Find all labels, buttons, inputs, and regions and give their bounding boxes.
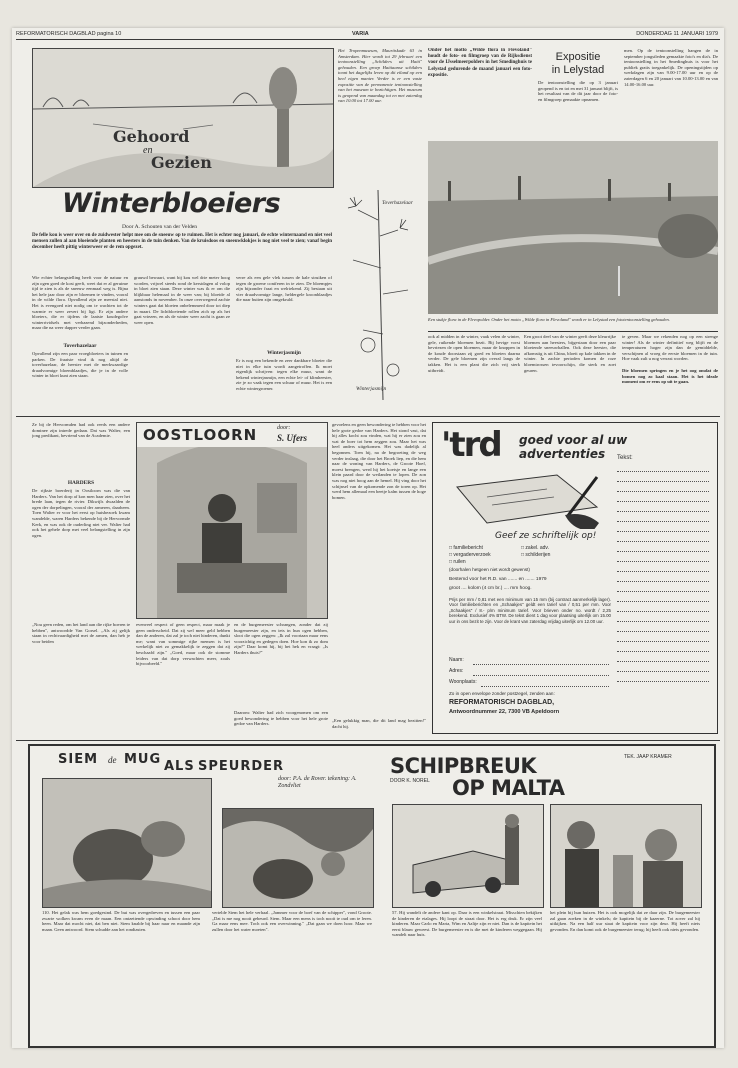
comic2-panel-1-drawing: [393, 805, 543, 907]
ad-subhead: Geef ze schriftelijk op!: [495, 531, 597, 541]
ad-text-line-8[interactable]: [617, 541, 709, 542]
strip-title-gehoord: Gehoord: [113, 127, 190, 146]
article-title: Winterbloeiers: [62, 188, 281, 219]
ad-checkbox-3-label: ruilen: [453, 559, 466, 565]
comic2-title-op-malta: OP MALTA: [452, 776, 565, 800]
flevo-photo-scene: [428, 141, 718, 314]
ad-field-address: Adres:: [449, 668, 464, 674]
nature-col-1: Wie echter belangstelling heeft voor de natuur en zijn ogen goed de kost geeft, weet dat er al geruime tijd te zien is als de sneeuw eenmaal weg is. Bijna het hele jaar door zijn er bloemen te vinden, vooral in de wilde flora. Opvallend zijn ze meestal niet. Het is evengoed niet nodig om te wachten tot de warmte er weer zevert bij ligt. Er zijn andere bloeiers, die er tijdens de laatste koudegolve winterrividsels met verbazend bijzonderheden, maar die na weer dapper verder gaan.: [32, 275, 128, 331]
ad-text-line-5[interactable]: [617, 511, 709, 512]
nature-col-2: grauwd bewaart, want bij kou wel drie meter hoog worden, vrijwel steeds rond de kerstdagen al volop in bloei zien staan. Deze winter was ik er om die blijkbaar helemaal in de weer van; bij bloeide al aanstonds in november. In onze overwegend zachte winters gaat dat bloeien onbelemmerd door tot diep in maart. De lichtbloeiende rollen zich op als het gaat vriezen, en als de winter weer zacht is gaan ze weer open.: [134, 275, 230, 325]
comic2-panel-2: [550, 804, 702, 908]
sketch-label-winterjasmijn: Winterjasmijn: [356, 386, 387, 392]
ad-writing-illustration: [447, 467, 607, 529]
ad-price-text: Prijs per mm / 0,81 met een minimum van 15 mm (bij contract aanmerkelijk lager). Voor familieberichten en „Schaakjes" geldt een tarief van / 0,51 per mm. Voor „Schaakjes" / 8.- p/m minimum tarief. Voor brieven onder no. wordt / 2,25 berekend. Exclusief 4% BTW. De tekst dient 1 dag voor plaatsing uiterlijk om 15.00 uur in ons bezit te zijn. Voor de krant van zaterdag vrijdag uiterlijk om 12.00 uur.: [449, 597, 611, 624]
expo-title-2: in Lelystad: [551, 64, 605, 76]
ad-company: REFORMATORISCH DAGBLAD,: [449, 699, 555, 706]
flevopolder-photo: [428, 141, 718, 314]
ad-checkbox-4[interactable]: □ zakel. adv.: [521, 545, 549, 551]
nature-col-6: te geven. Maar we rekenden nog op een strenge winter! Als de winter definitief weg blijft en de temperaturen hoger zijn dan de gemiddelde, verschijnen al vroeg de eerste bloemen in de tuin. Hoe vaak zult u nog verrast worden.: [622, 334, 718, 362]
nature-col-1b: Opvallend zijn een paar vroegbloeiers in tuinen en parken. De fraaiste vind ik nog altijd de toverhazelaar, de heester met de merkwaardige draadvormige bloemblaadjes, die je in de volle winter in bloei kunt zien staan.: [32, 351, 128, 379]
comic2-title-schipbreuk: SCHIPBREUK: [390, 754, 537, 778]
comic1-panel-2-drawing: [223, 809, 373, 907]
ad-text-line-10[interactable]: [617, 561, 709, 562]
oostloorn-illustration: [136, 422, 328, 619]
photo-caption-rule: [428, 331, 718, 332]
ad-field-city: Woonplaats:: [449, 679, 477, 685]
oostloorn-col-3: en de burgemeester schrangen, zonder dat zij burgemeester zijn, en iets in hun ogen hebben, sloot die ogen zeggen: „Ik zal voortaan maar eens voorzichtig en gedegen doen. Hoe kon ik zo dom zijn?" Daar komt hij, bij het hek en vraagt: „Is Harders thuis?": [234, 622, 328, 655]
comic2-credit-author: DOOR K. NOREL: [390, 778, 430, 784]
ad-slogan: goed voor al uw advertenties: [519, 433, 628, 461]
ad-checkbox-1[interactable]: □ familiebericht: [449, 545, 483, 551]
ad-checkbox-4-label: zakel. adv.: [525, 545, 549, 551]
ad-text-line-4[interactable]: [617, 501, 709, 502]
ad-field-address-line[interactable]: [473, 675, 609, 676]
ad-text-line-9[interactable]: [617, 551, 709, 552]
comic1-credit: door: P.A. de Rover. tekening: A. Zondvliet: [278, 776, 357, 790]
ad-checkbox-2[interactable]: □ vergaderverzoek: [449, 552, 491, 558]
newspaper-page: [12, 28, 724, 1048]
comic2-caption-2: het plein bij hun huizen. Het is ook mogelijk dat ze daar zijn. De burgemeester zal gaan zoeken in de winkels; de kapitein bij de kazerne. Tot zover zal hij uitkijken. Na een half uur staat de kapitein voor zijn deur. Hij heeft niets gevonden. En dan komt ook de burgemeester terug; hij heeft ook niets gevonden.: [550, 910, 700, 932]
page-header-left: REFORMATORISCH DAGBLAD pagina 10: [16, 31, 122, 37]
ad-text-line-16[interactable]: [617, 621, 709, 622]
ad-checkbox-3[interactable]: □ ruilen: [449, 559, 466, 565]
ad-checkbox-1-label: familiebericht: [453, 545, 483, 551]
comic1-title-siem: SIEM: [58, 752, 99, 767]
botanical-sketch: [338, 170, 424, 410]
comic1-title-mug: MUG: [124, 752, 162, 767]
ad-text-line-22[interactable]: [617, 681, 709, 682]
subhead-toverhazelaar: Toverhazelaar: [63, 343, 97, 349]
flevopolder-photo-caption: Een stukje flora in de Flevopolder. Onder het motto „Wilde flora in Flevoland" wordt er in Lelystad een fototentoonstelling gehouden.: [428, 317, 670, 322]
oostloorn-col-4: gevoelens en geen bewondering te hebben voor het hele grote gedoe van Harders. Het stond vast, dat hij alles kocht zou vinden, wat hij er zien zou en wat de boer tot hem zeggen zou. Maar het was heel anders uitgekomen. Het was dadelijk al begonnen. Toen hij, na de begroeting de weg verder inslaag, die door het Broek liep, en die hem naar de woning van Harders, de Groote Hoef, moest brengen, werd hij het koetsje en lange een klein paard door de weilanden te lopen. De zon was nog niet hoog aan de hemel. Hij ving door het schijnsel van de opkomende zon de toren op. Het werd hem allemaal een beetje kalm tussen de hoge bomen.: [332, 422, 426, 500]
expo-col-1: De tentoonstelling die op 3 januari geopend is en tot en met 31 januari blijft, is het resultaat van de dit jaar door de foto- en filmgroep gemaakte opnamen.: [538, 80, 618, 102]
nature-col-5: Een groot deel van de winter geeft deze kleurrijke bloemen aan heesters, bijgestaan door een paar bloeiende sneeuwballen. Ook deze heester, die afkomstig is uit China, bloeit op kale takken in de winter. In zachte perioden komen de roze bloemtrossen tevoorschijn, die sterk en zoet geuren.: [524, 334, 616, 373]
expo-lead: Onder het motto „Wilde flora in Flevoland" houdt de foto- en filmgroep van de Rijksdienst voor de IJsselmeerpolders in het Smedinghuis te Lelystad gedurende de maand januari een foto-expositie.: [428, 48, 532, 78]
comic1-title-als: ALS: [164, 759, 195, 774]
oostloorn-col-4-end: „Een gelukkig man, die dit land mag bezitten!" dacht hij.: [332, 718, 426, 729]
nature-col-3b: Er is nog een bekende en zeer dankbare bloeier die niet in elke tuin wordt aangetroffen. Ik moet eigenlijk schrijven: tegen elke muur, want de bekend winterjasmijn, een echte lei- of klimheester, zie je zo vaak tegen een schuur of muur. Het is een echte wintergroener.: [236, 358, 332, 391]
ad-answer-number: Antwoordnummer 22, 7300 VB Apeldoorn: [449, 709, 560, 715]
flower-drawing: [338, 170, 424, 410]
hand-writing-drawing: [447, 467, 607, 529]
comic2-panel-2-drawing: [551, 805, 701, 907]
ad-text-line-12[interactable]: [617, 581, 709, 582]
ad-text-line-7[interactable]: [617, 531, 709, 532]
article-byline: Door A. Schouten van der Velden: [122, 224, 198, 230]
strip-title-gezien: Gezien: [151, 153, 212, 172]
ad-envelope-note: Zo in open envelope zonder postzegel, zenden aan:: [449, 691, 555, 696]
ad-checkbox-5-label: schilderijen: [525, 552, 551, 558]
comic1-title-speurder: SPEURDER: [198, 759, 285, 774]
section-rule-1: [16, 416, 720, 417]
ad-text-line-11[interactable]: [617, 571, 709, 572]
church-interior-drawing: [137, 423, 327, 618]
ad-text-line-20[interactable]: [617, 661, 709, 662]
expo-col-2: men. Op de tentoonstelling hangen de in september jongstleden gemaakte foto's en dia's. De tentoonstelling in het Smedinghuis is voor het publiek gratis toegankelijk. De openingstijden op werkdagen zijn van 9.00-17.00 uur en op de zaterdagen 6 en 20 januari van 10.00-13.00 en van 14.00-16.00 uur.: [624, 48, 718, 87]
museum-notice: Het Tropenmuseum, Mauritskade 63 in Amsterdam. Hier wordt tot 29 februari een tentoonstelling „Schilders uit Haiti" gehouden. Een groep Haitiaanse schilders toont het dagelijks leven op dit eiland op een heel eigen manier. Verder is er een vaste expositie van de permanente tentoonstelling van het museum te bezichtigen. Het museum is geopend van maandag tot en met zaterdag van 10.00 tot 17.00 uur.: [338, 48, 422, 104]
oostloorn-intro: Ze bij de Hervormden had ook reeds een andere dominee zijn intrede gedaan. Dat was Walter, een jong predikant, bevriend van de Academie.: [32, 422, 130, 439]
nature-col-4: ook al midden in de winter, vaak velen de winter, gele, ruikende bloemen bezit. Bij hevige vorst bevriezen de open bloemen, maar de knoppen in de koude doorstaan zij goed en bloeien daarna verder. De gele bloemen zijn overal langs de takken. Het is een plant die zich vrij sterk uitbreidt.: [428, 334, 520, 373]
section-rule-2: [16, 740, 720, 741]
ad-text-line-2[interactable]: [617, 481, 709, 482]
nature-col-6-bold: Die bloemen springen en je het oog omdat de bomen nog zo kaal staan. Het is het ideale moment om er eens op uit te gaan.: [622, 368, 718, 385]
ad-form-line-1[interactable]: Bestemd voor het R.D. van ....... en ....... 1979: [449, 577, 547, 582]
subhead-winterjasmijn: Winterjasmijn: [267, 350, 301, 356]
ad-text-line-14[interactable]: [617, 601, 709, 602]
header-rule: [16, 39, 720, 40]
comic1-caption-2: vertelde Siem het hele verhaal. „Jammer voor de boef van de schipper", vond Groote. „Dat is me nog nooit gebeurd. Siem. Maar een mens is toch nooit te oud om te leren. Ga maar eens mee. Toch ook een overwinning." „Dat gaan we doen hoor. Maar we zullen door het water moeten".: [212, 910, 372, 932]
oostloorn-byline-name: S. Ufers: [277, 433, 308, 443]
ad-text-line-18[interactable]: [617, 641, 709, 642]
comic2-panel-1: [392, 804, 544, 908]
nature-col-3: verre als een gele vlek tussen de kale struiken of tegen de groene coniferen in te zien. De bloempjes zijn bijzonder fraai en welriekend. Zij bestaan uit vier draadvormige lange, heldergele kroonblaadjes die naar buiten zijn omgekruld.: [236, 275, 332, 303]
comic2-caption-1: 57. Hij wandelt de andere kant op. Daar is een winkelstraat. Misschien bekijken de kinderen de etalages. Hij loopt de straat door. Het is erg druk. Er zijn veel kinderen. Maar Carlo en Marta, Wim en Aaltje zijn er niet. Dan is de kapitein het eerst blauw geweest. De burgemeester en is die met de kinderen weggegaan. Hij wandelt naar huis.: [392, 910, 542, 938]
ad-checkbox-2-label: vergaderverzoek: [453, 552, 491, 558]
strip-title-en: en: [143, 145, 153, 156]
ad-text-line-17[interactable]: [617, 631, 709, 632]
oostloorn-col-3-end: Daarom: Walter had zich voorgenomen om een goed bewondering te hebben voor het hele grote gedoe van Harders.: [234, 710, 328, 727]
ad-text-line-21[interactable]: [617, 671, 709, 672]
article-intro: De felle kou is weer over en de zuidwester helpt mee om de sneeuw op te ruimen. Het is echter nog januari, de echte winternaand en niet veel mensen zullen al aan bloeiende planten en heesters in de tuin denken. Van de kruisdoos en sneeuwklokjes is nog niet veel te zien; vanaf begin december heeft pittig winterweer er de rem opgezet.: [32, 233, 332, 251]
ad-text-line-13[interactable]: [617, 591, 709, 592]
ad-text-line-15[interactable]: [617, 611, 709, 612]
ad-form-line-2[interactable]: groot .... kolom (4 cm br.) .... mm hoog.: [449, 586, 532, 591]
expo-title-1: Expositie: [555, 51, 601, 63]
oostloorn-byline-door: door:: [277, 425, 291, 431]
sketch-label-toverhazelaar: Toverhazelaar: [382, 200, 413, 206]
page-header-section: VARIA: [352, 31, 369, 37]
advertisement-coupon: [432, 422, 718, 734]
ad-text-line-1[interactable]: [617, 471, 709, 472]
ad-doorhalen-note: (doorhalen hetgeen niet wordt gewenst): [449, 567, 530, 572]
comic1-panel-2: [222, 808, 374, 908]
ad-checkbox-5[interactable]: □ schilderijen: [521, 552, 551, 558]
oostloorn-col-1b: „Nou geen reden, om het land aan die rijke boeren te hebben", antwoordde Van Gorsel. „Als zij gelijk staan in rechtvaardigheid met de armen, dan heb je voor beiden: [32, 622, 130, 644]
comic1-panel-1-drawing: [43, 779, 211, 907]
oostloorn-subhead-harders: HARDERS: [67, 480, 95, 486]
ad-field-name-line[interactable]: [473, 664, 609, 665]
ad-field-city-line[interactable]: [481, 686, 609, 687]
gehoord-gezien-illustration: [32, 48, 334, 188]
ad-text-line-6[interactable]: [617, 521, 709, 522]
ad-text-line-19[interactable]: [617, 651, 709, 652]
ad-field-name: Naam:: [449, 657, 464, 663]
comic1-caption-1: 110. Het gelak was hem goedgesind. De bui was overgedreven en tussen een paar zwarte wolken kwam even de maan. Een ontzettende opwinding schoot door hem heen. Maar dat mocht niet, dat ben niet. Siem knalde bij haar naar en maande zijn maan. Geen antwoord. Siem schudde aan het rondtasten.: [42, 910, 200, 932]
comic2-credit-artist: TEK. JAAP KRAMER: [624, 754, 672, 760]
ad-text-label: Tekst:: [617, 455, 633, 461]
ad-text-line-3[interactable]: [617, 491, 709, 492]
page-header-date: DONDERDAG 11 JANUARI 1979: [636, 31, 718, 37]
oostloorn-title: OOSTLOORN: [143, 426, 258, 444]
comic1-title-de: de: [108, 755, 117, 765]
oostloorn-col-2: evenveel respect of geen respect, maar maak je geen onderscheid. Dat zij wel meer geld hebben dan de anderen, dat zal je toch niet hinderen, dunkt me; want van sommige rijke mensen is het werkelijk niet zo gemakkelijk te zeggen dat zij beschaafd zijn." „Goed, maar ook de stomme leiders van dat dorp verwachten meer, zoals bijvoorbeeld.": [136, 622, 230, 667]
rd-logo: 'trd: [441, 425, 501, 465]
oostloorn-col-1: De rijkste boerderij in Oostloorn was die van Harders. Van het dorp af kon men haar zien, over het brede laan, tegen de rivier. Dikwijls dwaalden de ogen der dorpelingen, vooral der armeren, daarheen. Toen Walter er voor het eerst op huisbezoek kwam wandelde, waren Harders bekende bij de Hervormde Kerk, en was ook de ouderling niet ver. Walter had ook het gehele dorp met veel belangstelling in zijn ogen.: [32, 488, 130, 538]
comic1-panel-1: [42, 778, 212, 908]
